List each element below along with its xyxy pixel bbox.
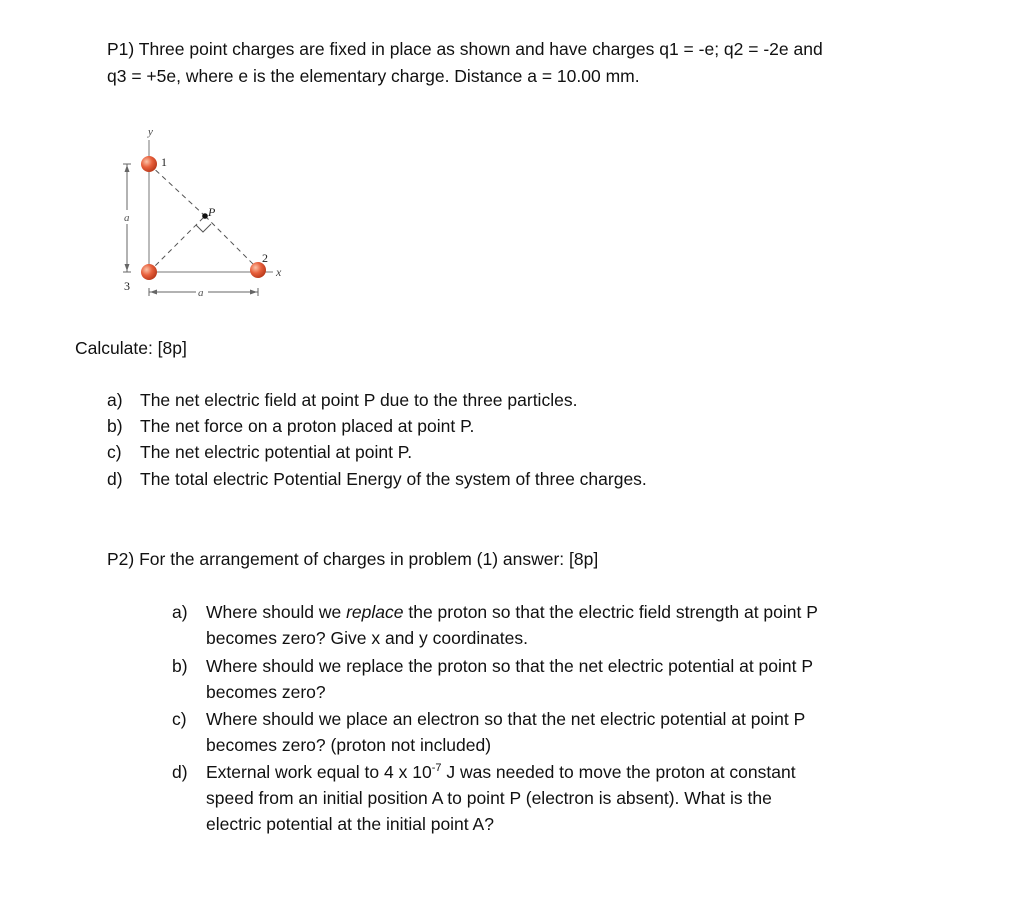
- dim-horizontal-label: a: [198, 287, 204, 299]
- charge-1-label: 1: [161, 155, 167, 169]
- dim-horizontal-arrow-left: [150, 290, 157, 295]
- item-line-2: becomes zero? (proton not included): [206, 735, 492, 755]
- problem1-statement-line2: q3 = +5e, where e is the elementary charge. Distance a = 10.00 mm.: [107, 66, 640, 86]
- problem2-intro: P2) For the arrangement of charges in problem (1) answer: [8p]: [107, 549, 599, 569]
- item-line-1: Where should we place an electron so that the net electric potential at point P: [206, 709, 806, 729]
- item-text: External work equal to 4 x 10: [206, 762, 432, 782]
- item-emphasis: replace: [346, 602, 404, 622]
- charge-3-label: 3: [124, 279, 130, 293]
- dashed-line-3-to-p: [149, 216, 205, 272]
- charge-diagram: [110, 124, 300, 304]
- point-p: [202, 213, 208, 219]
- item-line-3: electric potential at the initial point A?: [206, 814, 494, 834]
- dashed-line-1-to-p: [149, 164, 205, 216]
- x-axis-label: x: [276, 265, 282, 279]
- right-angle-marker: [196, 224, 211, 232]
- dim-horizontal-arrow-right: [250, 290, 257, 295]
- item-text: the proton so that the electric field strength at point P: [403, 602, 818, 622]
- dim-vertical-arrow-top: [125, 165, 130, 172]
- item-line-2: becomes zero? Give x and y coordinates.: [206, 628, 528, 648]
- dim-vertical-arrow-bottom: [125, 264, 130, 271]
- item-label: a): [107, 390, 123, 410]
- item-label: d): [107, 469, 123, 489]
- charge-3: [141, 264, 157, 280]
- dashed-line-p-to-2: [205, 216, 258, 269]
- item-label: d): [172, 762, 188, 782]
- point-p-label: P: [208, 205, 216, 219]
- problem1-statement-line1: P1) Three point charges are fixed in place as shown and have charges q1 = -e; q2 = -2e and: [107, 39, 823, 59]
- item-label: a): [172, 602, 188, 622]
- item-text: J was needed to move the proton at constant: [441, 762, 796, 782]
- item-text: The total electric Potential Energy of the system of three charges.: [140, 469, 647, 489]
- item-text: The net force on a proton placed at point P.: [140, 416, 475, 436]
- item-label: b): [107, 416, 123, 436]
- dim-vertical-label: a: [124, 212, 130, 224]
- item-line-1: [206, 759, 796, 785]
- item-line-2: becomes zero?: [206, 682, 326, 702]
- y-axis-label: y: [148, 126, 153, 138]
- exponent: -7: [431, 762, 442, 774]
- item-text: Where should we: [206, 602, 347, 622]
- item-label: b): [172, 656, 188, 676]
- charge-1: [141, 156, 157, 172]
- item-label: c): [172, 709, 187, 729]
- charge-2-label: 2: [262, 251, 268, 265]
- item-line-1: [206, 599, 818, 625]
- item-text: The net electric potential at point P.: [140, 442, 413, 462]
- item-text: The net electric field at point P due to the three particles.: [140, 390, 578, 410]
- item-line-2: speed from an initial position A to point P (electron is absent). What is the: [206, 788, 772, 808]
- item-line-1: Where should we replace the proton so that the net electric potential at point P: [206, 656, 814, 676]
- item-label: c): [107, 442, 122, 462]
- calculate-heading: Calculate: [8p]: [75, 338, 187, 358]
